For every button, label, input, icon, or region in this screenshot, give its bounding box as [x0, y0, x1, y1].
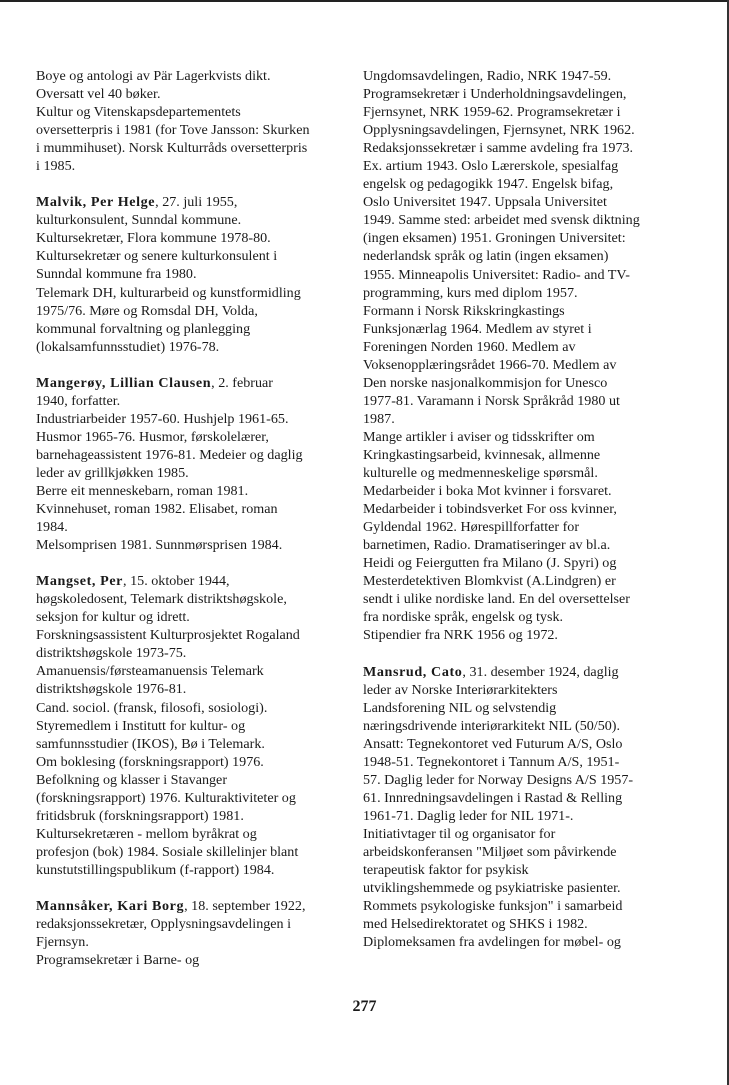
- text-line: Medarbeider i tobindsverket For oss kvinner,: [363, 501, 617, 518]
- entry-name: Mangerøy, Lillian Clausen: [36, 374, 212, 391]
- text-line: Om boklesing (forskningsrapport) 1976.: [36, 753, 264, 770]
- text-line: fritidsbruk (forskningsrapport) 1981.: [36, 807, 244, 824]
- text-line: programming, kurs med diplom 1957.: [363, 284, 578, 301]
- entry-heading: Mangerøy, Lillian Clausen, 2. februar: [36, 374, 273, 391]
- text-line: Kvinnehuset, roman 1982. Elisabet, roman: [36, 501, 278, 518]
- text-line: Initiativtager til og organisator for: [363, 825, 556, 842]
- text-line: Ansatt: Tegnekontoret ved Futurum A/S, Oslo: [363, 735, 623, 752]
- text-line: oversetterpris i 1981 (for Tove Jansson: Skurken: [36, 122, 310, 139]
- entry-name: Mansrud, Cato: [363, 663, 463, 680]
- text-line: Landsforening NIL og selvstendig: [363, 699, 557, 716]
- text-line: Programsekretær i Barne- og: [36, 952, 200, 969]
- entry-name: Malvik, Per Helge: [36, 194, 156, 211]
- text-line: Melsomprisen 1981. Sunnmørsprisen 1984.: [36, 537, 283, 554]
- text-line: engelsk og pedagogikk 1947. Engelsk bifag,: [363, 176, 614, 193]
- text-line: Boye og antologi av Pär Lagerkvists dikt.: [36, 68, 271, 84]
- text-line: Kultur og Vitenskapsdepartementets: [36, 104, 241, 121]
- text-line: Forskningsassistent Kulturprosjektet Rogaland: [36, 627, 300, 644]
- text-line: (lokalsamfunnsstudiet) 1976-78.: [36, 338, 220, 355]
- text-line: kunstutstillingspublikum (f-rapport) 1984.: [36, 861, 275, 878]
- text-line: 1940, forfatter.: [36, 392, 121, 409]
- text-line: redaksjonssekretær, Opplysningsavdelingen i: [36, 916, 292, 933]
- text-line: terapeutisk faktor for psykisk: [363, 862, 529, 879]
- text-line: Opplysningsavdelingen, Fjernsynet, NRK 1962.: [363, 122, 635, 139]
- text-line: Fjernsyn.: [36, 934, 89, 951]
- text-line: 57. Daglig leder for Norway Designs A/S 1957-: [363, 771, 634, 788]
- text-line: (forskningsrapport) 1976. Kulturaktiviteter og: [36, 789, 296, 806]
- text-line: Oslo Universitet 1947. Uppsala Universitet: [363, 194, 607, 211]
- entry-continuation-boye: [36, 67, 336, 175]
- text-line: samfunnsstudier (IKOS), Bø i Telemark.: [36, 735, 265, 752]
- text-line: barnehageassistent 1976-81. Medeier og daglig: [36, 446, 303, 463]
- text-line: (ingen eksamen) 1951. Groningen Universitet:: [363, 230, 626, 247]
- text-line: 61. Innredningsavdelingen i Rastad & Relling: [363, 789, 623, 806]
- text-line: høgskoledosent, Telemark distriktshøgskole,: [36, 591, 287, 608]
- text-line: leder av grillkjøkken 1985.: [36, 464, 189, 481]
- text-line: 1977-81. Varamann i Norsk Språkråd 1980 ut: [363, 392, 620, 409]
- right-column: [363, 67, 681, 951]
- text-line: Gyldendal 1962. Hørespillforfatter for: [363, 519, 580, 536]
- text-line: kulturkonsulent, Sunndal kommune.: [36, 212, 242, 229]
- entry-name: Mannsåker, Kari Borg: [36, 897, 185, 914]
- text-line: Redaksjonssekretær i samme avdeling fra 1973.: [363, 140, 634, 157]
- text-line: Mesterdetektiven Blomkvist (A.Lindgren) er: [363, 573, 616, 590]
- text-line: sendt i ulike nordiske land. En del oversettelser: [363, 591, 630, 608]
- text-line: med Helsedirektoratet og SHKS i 1982.: [363, 916, 588, 933]
- page-border-top: [0, 0, 729, 2]
- text-line: Industriarbeider 1957-60. Hushjelp 1961-65.: [36, 410, 289, 427]
- entry-heading: Mannsåker, Kari Borg, 18. september 1922,: [36, 897, 306, 914]
- text-line: kommunal forvaltning og planlegging: [36, 320, 251, 337]
- text-line: 1961-71. Daglig leder for NIL 1971-.: [363, 807, 574, 824]
- text-line: Kringkastingsarbeid, kvinnesak, allmenne: [363, 446, 601, 463]
- text-line: 1955. Minneapolis Universitet: Radio- and TV-: [363, 266, 630, 283]
- entry-mangset: [36, 572, 336, 879]
- entry-heading: Mansrud, Cato, 31. desember 1924, daglig: [363, 663, 619, 680]
- text-line: Kultursekretæren - mellom byråkrat og: [36, 825, 257, 842]
- text-line: Stipendier fra NRK 1956 og 1972.: [363, 627, 558, 644]
- text-line: Voksenopplæringsrådet 1966-70. Medlem av: [363, 356, 617, 373]
- text-line: kulturelle og medmenneskelige spørsmål.: [363, 465, 598, 482]
- text-line: profesjon (bok) 1984. Sosiale skillelinjer blant: [36, 843, 299, 860]
- text-line: distriktshøgskole 1973-75.: [36, 645, 187, 662]
- text-line: distriktshøgskole 1976-81.: [36, 681, 187, 698]
- text-line: Diplomeksamen fra avdelingen for møbel- og: [363, 934, 621, 951]
- page-number: 277: [352, 998, 377, 1015]
- text-line: Befolkning og klasser i Stavanger: [36, 771, 228, 788]
- text-line: i 1985.: [36, 158, 76, 175]
- text-line: næringsdrivende interiørarkitekt NIL (50/50).: [363, 717, 621, 734]
- text-line: Funksjonærlag 1964. Medlem av styret i: [363, 320, 592, 337]
- text-line: seksjon for kultur og idrett.: [36, 609, 190, 626]
- text-line: Ex. artium 1943. Oslo Lærerskole, spesialfag: [363, 158, 619, 175]
- entry-continuation-mannsaker: [363, 67, 681, 645]
- text-line: Heidi og Feiergutten fra Milano (J. Spyri) og: [363, 555, 617, 572]
- text-line: arbeidskonferansen "Miljøet som påvirkende: [363, 843, 617, 860]
- text-line: 1984.: [36, 519, 68, 536]
- text-line: Styremedlem i Institutt for kultur- og: [36, 717, 246, 734]
- text-line: 1948-51. Tegnekontoret i Tannum A/S, 1951-: [363, 753, 620, 770]
- text-line: Medarbeider i boka Mot kvinner i forsvaret.: [363, 483, 612, 500]
- text-line: Fjernsynet, NRK 1959-62. Programsekretær i: [363, 104, 621, 121]
- text-line: 1949. Samme sted: arbeidet med svensk diktning: [363, 212, 640, 229]
- text-line: 1987.: [363, 410, 395, 427]
- entry-mannsaker: [36, 897, 336, 969]
- text-line: Mange artikler i aviser og tidsskrifter om: [363, 428, 595, 445]
- entry-mangeroy: [36, 374, 336, 554]
- text-line: Ungdomsavdelingen, Radio, NRK 1947-59.: [363, 68, 612, 84]
- text-line: 1975/76. Møre og Romsdal DH, Volda,: [36, 302, 258, 319]
- text-line: Oversatt vel 40 bøker.: [36, 86, 161, 103]
- entry-malvik: [36, 193, 336, 355]
- text-line: leder av Norske Interiørarkitekters: [363, 681, 558, 698]
- text-line: nederlandsk språk og latin (ingen eksamen): [363, 248, 609, 265]
- text-line: i mummihuset). Norsk Kulturråds oversetterpris: [36, 140, 308, 157]
- text-line: fra nordiske språk, engelsk og tysk.: [363, 609, 564, 626]
- text-line: Berre eit menneskebarn, roman 1981.: [36, 482, 249, 499]
- text-line: utviklingshemmede og psykiatriske pasienter.: [363, 880, 621, 897]
- text-line: Den norske nasjonalkommisjon for Unesco: [363, 374, 608, 391]
- entry-heading: Malvik, Per Helge, 27. juli 1955,: [36, 194, 238, 211]
- text-line: Formann i Norsk Rikskringkastings: [363, 302, 565, 319]
- entry-mansrud: [363, 663, 681, 952]
- text-line: Kultursekretær og senere kulturkonsulent i: [36, 248, 278, 265]
- text-line: Husmor 1965-76. Husmor, førskolelærer,: [36, 428, 269, 445]
- entry-name: Mangset, Per: [36, 573, 124, 590]
- text-line: Kultursekretær, Flora kommune 1978-80.: [36, 230, 271, 247]
- text-line: Telemark DH, kulturarbeid og kunstformidling: [36, 284, 301, 301]
- text-line: Programsekretær i Underholdningsavdelingen,: [363, 86, 627, 103]
- text-line: Foreningen Norden 1960. Medlem av: [363, 338, 576, 355]
- left-column: [36, 67, 336, 969]
- entry-heading: Mangset, Per, 15. oktober 1944,: [36, 573, 230, 590]
- text-line: Rommets psykologiske funksjon" i samarbeid: [363, 898, 623, 915]
- text-line: Amanuensis/førsteamanuensis Telemark: [36, 663, 264, 680]
- text-line: barnetimen, Radio. Dramatiseringer av bl.a.: [363, 537, 611, 554]
- text-line: Sunndal kommune fra 1980.: [36, 266, 197, 283]
- text-line: Cand. sociol. (fransk, filosofi, sosiologi).: [36, 699, 268, 716]
